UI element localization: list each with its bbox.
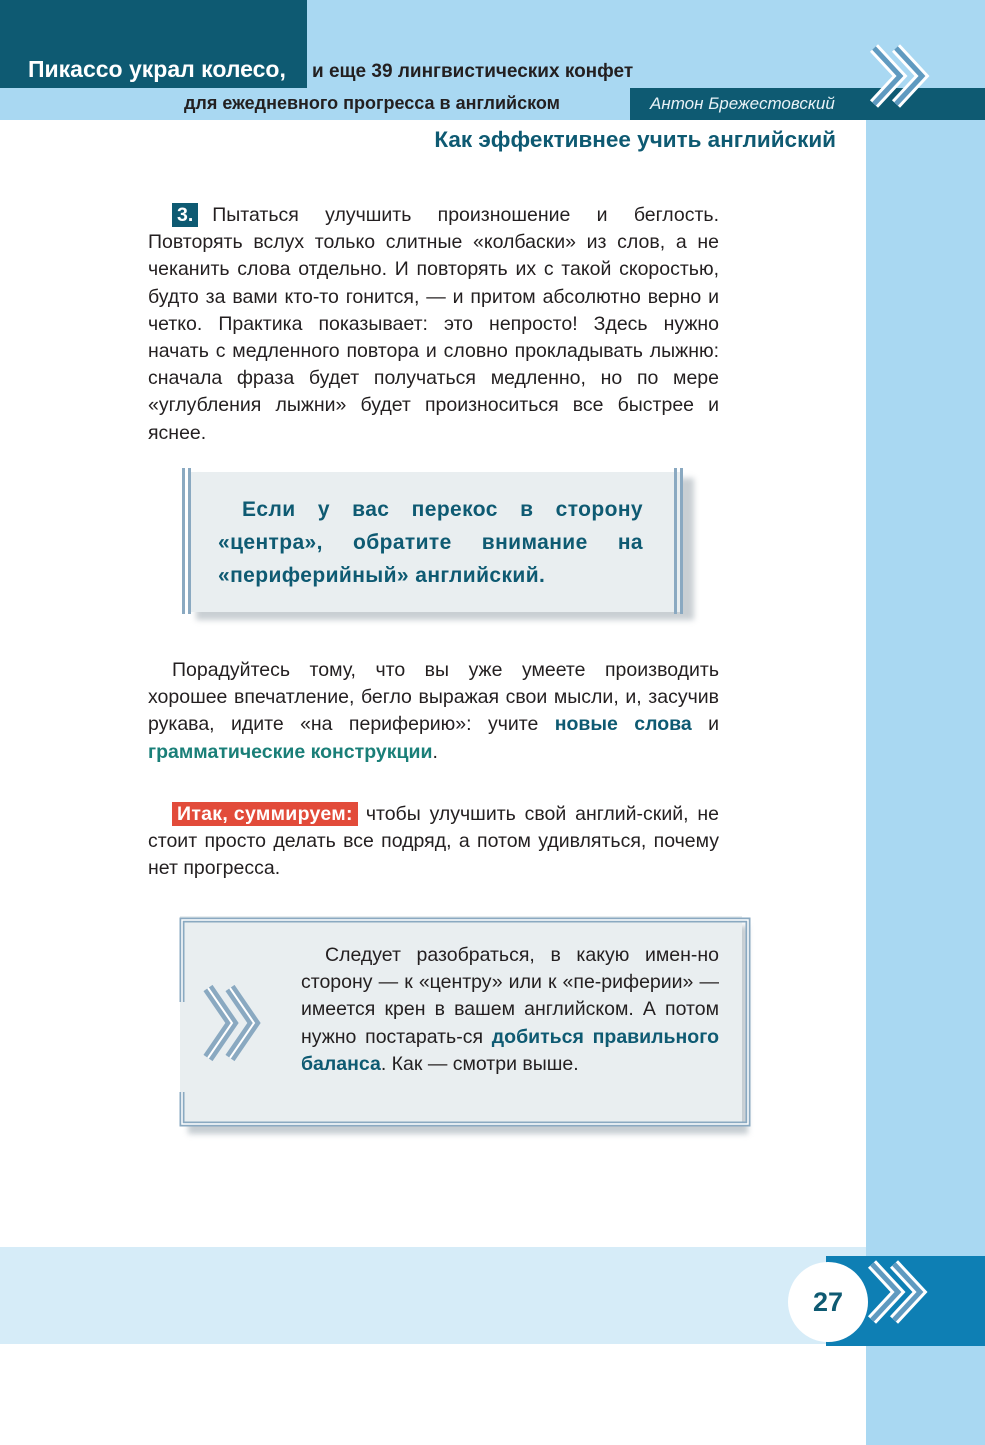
note-text-start: Следует разобраться, в какую имен-но сторону — к «центру» или к «пе-риферии» — имеется крен в вашем английском. А потом нужно постарать-ся [301, 944, 719, 1048]
book-subtitle: для ежедневного прогресса в английском [184, 93, 560, 113]
summary-text: чтобы улучшить свой англий-ский, не стоит просто делать все подряд, а потом удивляться, почему нет прогресса. [148, 803, 719, 880]
section-title: Как эффективнее учить английский [434, 127, 836, 152]
double-chevron-icon [200, 982, 266, 1064]
summary-label: Итак, суммируем: [172, 802, 358, 826]
quote-bar-right-inner [674, 468, 677, 614]
summary-paragraph [148, 801, 719, 883]
periphery-text: Порадуйтесь тому, что вы уже умеете производить хорошее впечатление, бегло выражая свои мысли, и, засучив рукава, идите «на периферию»: учите [148, 659, 719, 736]
periphery-end: . [432, 740, 438, 763]
quote-text-content: Если у вас перекос в сторону «центра», обратите внимание на «периферийный» английский. [218, 498, 643, 587]
note-text [301, 942, 719, 1078]
page-number: 27 [788, 1262, 868, 1342]
quote-bar-left-inner [188, 468, 191, 614]
footer-band [0, 1247, 866, 1344]
book-author: Антон Брежестовский [650, 94, 835, 113]
right-margin-strip [866, 120, 985, 1445]
periphery-conjunction: и [691, 713, 720, 736]
point-number-badge: 3. [172, 203, 198, 227]
point-3-text: Пытаться улучшить произношение и беглость. Повторять вслух только слитные «колбаски» из слов, а не чеканить слова отдельно. И повторять их с такой скоростью, будто за вами кто-то гонится, — и притом абсолютно верно и четко. Практика показывает: это непросто! Здесь нужно начать с медленного повтора и словно прокладывать лыжню: сначала фраза будет получаться медленно, но по мере «углубления лыжни» будет произноситься все быстрее и яснее. [148, 204, 719, 444]
double-chevron-icon [864, 40, 936, 112]
highlight-new-words: новые слова [554, 713, 692, 736]
periphery-paragraph [148, 657, 719, 766]
book-title-rest: и еще 39 лингвистических конфет [312, 61, 634, 82]
highlight-balance: добиться правильного баланса [301, 1025, 719, 1075]
quote-bar-right-outer [680, 468, 683, 614]
note-text-end: . Как — смотри выше. [380, 1052, 579, 1075]
point-3-paragraph [148, 202, 719, 447]
highlight-grammar: грамматические конструкции [148, 740, 433, 763]
quote-bar-left-outer [182, 468, 185, 614]
book-title: Пикассо украл колесо, [28, 56, 286, 82]
double-chevron-icon [862, 1256, 934, 1328]
quote-text [218, 493, 643, 592]
